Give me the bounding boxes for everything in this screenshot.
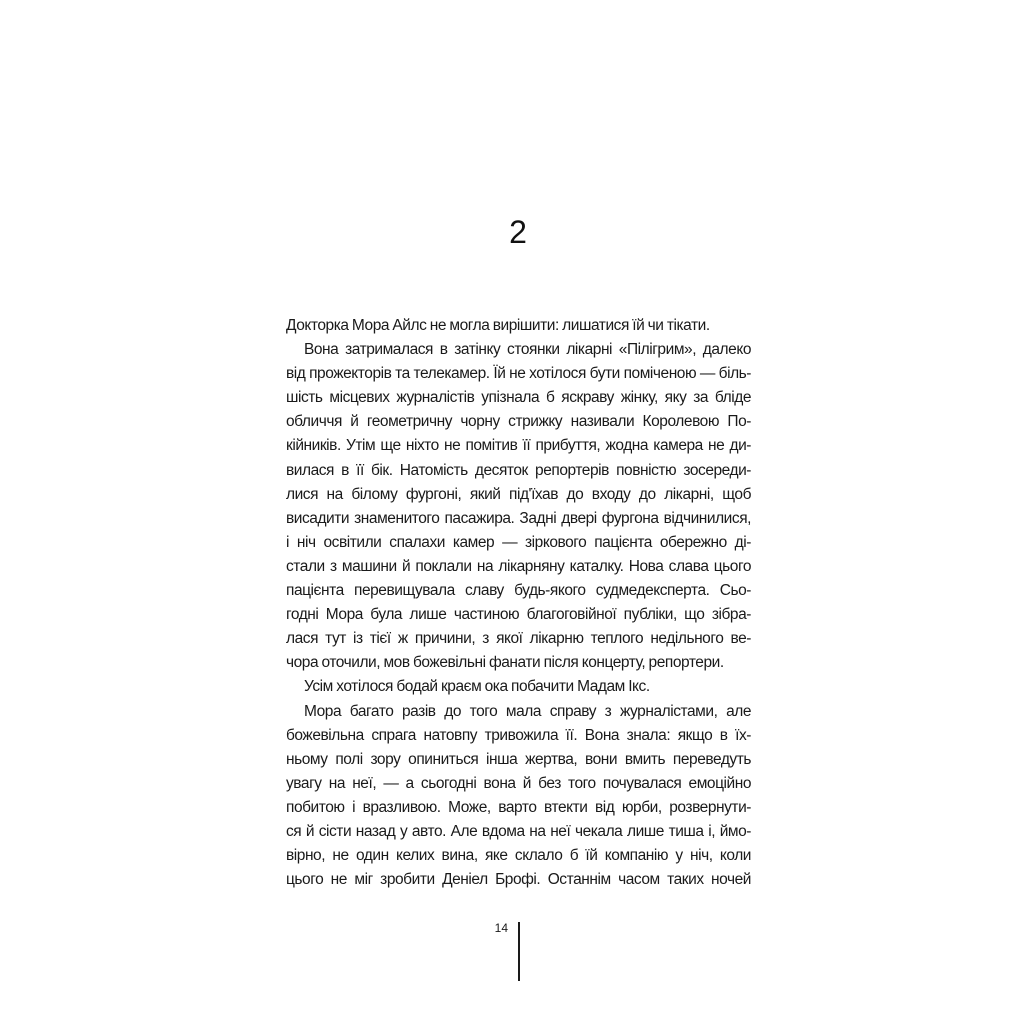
text-line: Усім хотілося бодай краєм ока побачити Мадам Ікс. — [304, 678, 650, 696]
text-line: і ніч освітили спалахи камер — зіркового пацієнта обережно ді- — [286, 533, 751, 551]
chapter-number: 2 — [509, 214, 527, 250]
text-line: лися на білому фургоні, який під'їхав до входу до лікарні, щоб — [286, 485, 751, 503]
text-line: годні Мора була лише частиною благоговійної публіки, що зібра- — [286, 606, 751, 624]
text-line: обличчя й геометричну чорну стрижку називали Королевою По- — [286, 413, 751, 431]
text-line: побитою і вразливою. Може, варто втекти від юрби, розвернути- — [286, 798, 751, 816]
text-line: Вона затрималася в затінку стоянки лікарні «Пілігрим», далеко — [304, 341, 751, 359]
folio-rule — [518, 922, 520, 981]
text-line: вірно, не один келих вина, яке склало б їй компанію у ніч, коли — [286, 847, 751, 865]
body-text — [286, 314, 751, 892]
text-line: стали з машини й поклали на лікарняну каталку. Нова слава цього — [286, 557, 751, 575]
text-line: ся й сісти назад у авто. Але вдома на неї чекала лише тиша і, ймо- — [286, 822, 751, 840]
text-line: від прожекторів та телекамер. Їй не хотілося бути поміченою — біль- — [286, 365, 751, 383]
text-line: вилася в її бік. Натомість десяток репортерів повністю зосереди- — [286, 461, 751, 479]
text-line: Докторка Мора Айлс не могла вирішити: лишатися їй чи тікати. — [286, 317, 710, 334]
text-line: висадити знаменитого пасажира. Задні двері фургона відчинилися, — [286, 509, 751, 527]
text-line: цього не міг зробити Деніел Брофі. Останнім часом таких ночей — [286, 871, 751, 889]
text-line: чора оточили, мов божевільні фанати після концерту, репортери. — [286, 654, 724, 672]
text-line: лася тут із тієї ж причини, з якої лікарню теплого недільного ве- — [286, 630, 751, 648]
text-line: шість місцевих журналістів упізнала б яскраву жінку, яку за бліде — [286, 389, 751, 407]
text-line: кійників. Утім ще ніхто не помітив її прибуття, жодна камера не ди- — [286, 437, 751, 455]
page-number: 14 — [494, 921, 508, 935]
text-line: Мора багато разів до того мала справу з журналістами, але — [304, 702, 751, 720]
text-line: увагу на неї, — а сьогодні вона й без того почувалася емоційно — [286, 774, 751, 792]
text-line: божевільна спрага натовпу тривожила її. Вона знала: якщо в їх- — [286, 726, 751, 744]
text-line: ньому полі зору опиниться інша жертва, вони вмить переведуть — [286, 750, 751, 768]
text-line: пацієнта перевищувала славу будь-якого судмедексперта. Сьо- — [286, 582, 751, 600]
